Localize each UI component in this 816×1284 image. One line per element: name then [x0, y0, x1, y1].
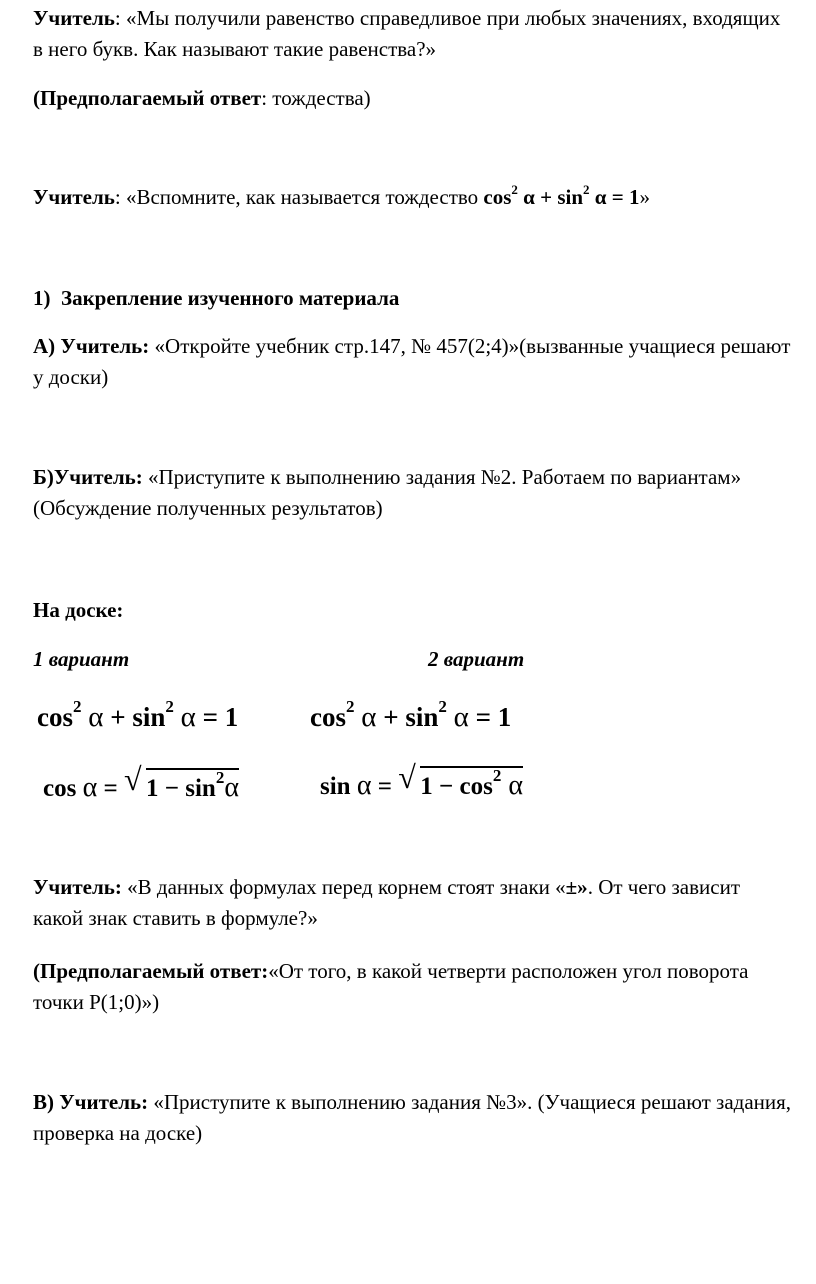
expected-answer-label: Предполагаемый ответ	[40, 86, 262, 110]
formula-eq: =	[97, 775, 124, 802]
identity-plus-sin: + sin	[534, 185, 584, 209]
paragraph-text: «В данных формулах перед корнем стоят знаки «	[121, 875, 566, 899]
formula-alpha: α	[361, 701, 377, 733]
identity-alpha: α	[523, 185, 535, 209]
formula-alpha: α	[180, 701, 196, 733]
formula-cos: cos	[37, 702, 73, 732]
teacher-question-identities	[33, 3, 793, 65]
formula-eq: = 1	[468, 702, 512, 732]
formula-alpha: α	[82, 772, 98, 803]
identity-exp-1: 2	[511, 182, 518, 197]
formula-exp: 2	[438, 697, 447, 716]
part-b	[33, 462, 793, 524]
part-v	[33, 1087, 793, 1149]
expected-answer-2	[33, 956, 793, 1018]
formula-plus-sin: + sin	[376, 702, 439, 732]
paragraph-text: «Откройте учебник стр.147, № 457(2;4)»(вызванные учащиеся решают у доски)	[33, 334, 791, 389]
paragraph-text: : «Мы получили равенство справедливое при любых значениях, входящих в него букв. Как называют такие равенства?»	[33, 6, 781, 61]
board-label	[33, 595, 793, 626]
variant-2-text: 2 вариант	[428, 647, 525, 671]
speaker-label: Учитель	[33, 185, 115, 209]
part-a	[33, 331, 793, 393]
formula-radicand: 1 − cos	[420, 773, 493, 800]
part-v-label: В) Учитель:	[33, 1090, 149, 1114]
formula-cos-variant-1	[43, 761, 239, 806]
teacher-identity-prompt	[33, 182, 793, 213]
speaker-label: Учитель	[33, 6, 115, 30]
expected-answer-label: (Предполагаемый ответ:	[33, 959, 269, 983]
formula-alpha: α	[356, 770, 372, 801]
identity-cos: cos	[483, 185, 512, 209]
formula-eq: =	[371, 773, 399, 800]
identity-tail: α = 1	[589, 185, 640, 209]
expected-answer-1	[33, 83, 793, 114]
formula-exp: 2	[346, 697, 355, 716]
teacher-sign-question	[33, 872, 793, 934]
paragraph-text: . От чего зависит какой знак ставить в формуле?»	[33, 875, 741, 930]
paragraph-text: «От того, в какой четверти расположен угол поворота точки Р(1;0)»)	[33, 959, 749, 1014]
identity-formula	[483, 182, 640, 209]
formula-alpha: α	[88, 701, 104, 733]
part-b-label: Б)Учитель:	[33, 465, 143, 489]
formula-eq: = 1	[195, 702, 239, 732]
formula-exp: 2	[492, 765, 502, 785]
open-paren: (	[33, 86, 40, 110]
paragraph-text: : «Вспомните, как называется тождество	[114, 185, 484, 209]
variant-2-label	[428, 644, 524, 675]
sqrt-sign: √ $1 - \cos^2 \alpha$	[398, 766, 523, 804]
formula-identity-variant-2	[310, 697, 512, 734]
section-title: Закрепление изученного материала	[61, 286, 400, 310]
section-heading	[33, 283, 793, 314]
close-quote: »	[639, 185, 650, 209]
sqrt-sign: √ $1 - \sin^2\alpha$	[124, 768, 239, 806]
variant-1-label	[33, 644, 129, 675]
paragraph-text: «Приступите к выполнению задания №2. Работаем по вариантам» (Обсуждение полученных результатов)	[33, 465, 742, 520]
formula-sin-variant-2	[320, 759, 524, 804]
formula-radicand: 1 − sin	[146, 775, 216, 802]
formula-exp: 2	[73, 697, 82, 716]
variant-1-text: 1 вариант	[33, 647, 130, 671]
board-label-text: На доске:	[33, 598, 124, 622]
speaker-label: Учитель:	[33, 875, 122, 899]
formula-alpha: α	[501, 770, 524, 801]
formula-cos: cos	[310, 702, 346, 732]
formula-exp: 2	[165, 697, 174, 716]
formula-identity-variant-1	[37, 697, 239, 734]
identity-exp-2: 2	[583, 182, 590, 197]
formula-lhs: cos	[43, 775, 83, 802]
part-a-label: А) Учитель:	[33, 334, 150, 358]
formula-plus-sin: + sin	[103, 702, 166, 732]
plus-minus-sign: ±»	[565, 875, 588, 899]
formula-alpha: α	[453, 701, 469, 733]
formula-lhs: sin	[320, 773, 357, 800]
formula-exp: 2	[215, 767, 225, 787]
paragraph-text: : тождества)	[261, 86, 371, 110]
section-number: 1)	[33, 286, 51, 310]
paragraph-text: «Приступите к выполнению задания №3». (Учащиеся решают задания, проверка на доске)	[33, 1090, 792, 1145]
formula-alpha: α	[224, 772, 239, 803]
